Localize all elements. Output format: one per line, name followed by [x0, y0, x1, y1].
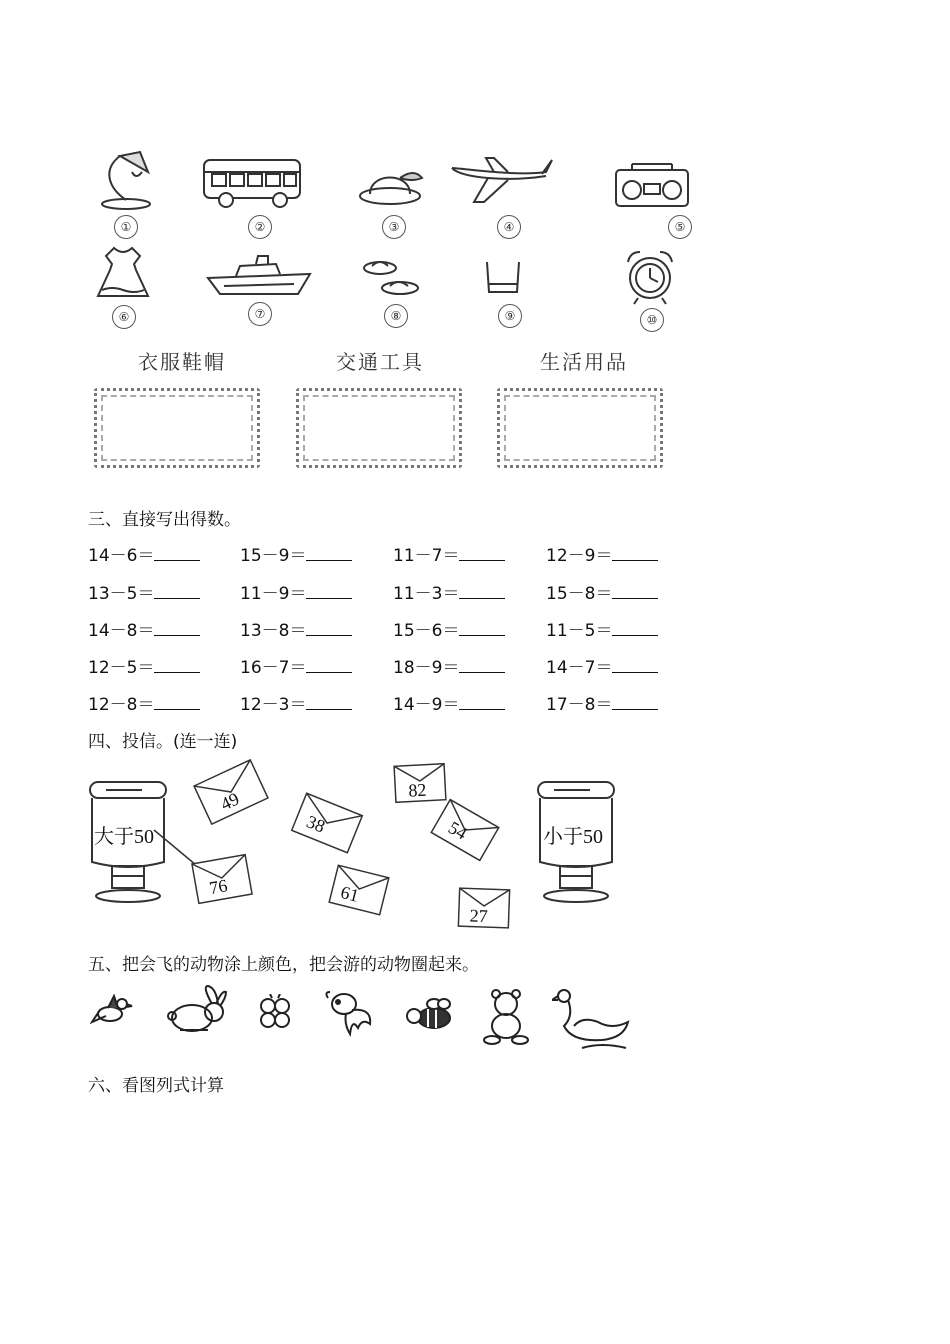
dress-icon [96, 244, 150, 300]
answer-blank[interactable] [154, 546, 200, 561]
envelope-number: 38 [303, 811, 328, 837]
equation-item [240, 541, 352, 566]
answer-blank[interactable] [612, 621, 658, 636]
item-number: ⑦ [248, 302, 272, 326]
answer-blank[interactable] [306, 621, 352, 636]
equation-text: 11－7＝ [393, 546, 460, 566]
equation-item [88, 616, 200, 641]
equation-text: 12－3＝ [240, 695, 307, 715]
goldfish-icon[interactable] [322, 988, 378, 1038]
equation-text: 14－9＝ [393, 695, 460, 715]
equation-text: 13－8＝ [240, 621, 307, 641]
equation-item [546, 653, 658, 678]
equation-text: 12－8＝ [88, 695, 155, 715]
answer-blank[interactable] [612, 584, 658, 599]
answer-blank[interactable] [154, 584, 200, 599]
equation-text: 11－5＝ [546, 621, 613, 641]
answer-blank[interactable] [306, 658, 352, 673]
category-clothing-box[interactable] [94, 388, 260, 468]
equation-item [240, 616, 352, 641]
equation-item [546, 579, 658, 604]
mailbox-left-label: 大于50 [94, 826, 154, 848]
envelope-number: 27 [469, 905, 489, 927]
ship-icon [206, 252, 312, 298]
equation-text: 14－7＝ [546, 658, 613, 678]
equation-item [88, 690, 200, 715]
butterfly-icon[interactable] [256, 994, 294, 1030]
envelope-number: 54 [445, 817, 471, 844]
hat-icon [356, 162, 426, 208]
envelope[interactable] [430, 798, 500, 862]
answer-blank[interactable] [154, 658, 200, 673]
equation-text: 13－5＝ [88, 584, 155, 604]
equation-text: 12－5＝ [88, 658, 155, 678]
item-number: ⑩ [640, 308, 664, 332]
item-number: ④ [497, 215, 521, 239]
section-3-title: 三、直接写出得数。 [88, 510, 241, 530]
slippers-icon [360, 256, 422, 298]
item-number: ② [248, 215, 272, 239]
equation-item [88, 653, 200, 678]
equation-text: 17－8＝ [546, 695, 613, 715]
bird-icon[interactable] [90, 994, 134, 1028]
answer-blank[interactable] [612, 658, 658, 673]
category-daily-box[interactable] [497, 388, 663, 468]
mailbox-right-label: 小于50 [543, 826, 603, 848]
envelope-number: 76 [207, 875, 229, 899]
radio-icon [612, 160, 692, 210]
equation-text: 11－3＝ [393, 584, 460, 604]
answer-blank[interactable] [459, 658, 505, 673]
item-number: ③ [382, 215, 406, 239]
section-5-title: 五、把会飞的动物涂上颜色，把会游的动物圈起来。 [88, 955, 479, 975]
category-transport-title: 交通工具 [336, 350, 424, 374]
rabbit-icon[interactable] [164, 984, 232, 1034]
category-daily-title: 生活用品 [540, 350, 628, 374]
answer-blank[interactable] [459, 584, 505, 599]
section-6-title: 六、看图列式计算 [88, 1076, 224, 1096]
answer-blank[interactable] [154, 695, 200, 710]
equation-text: 15－9＝ [240, 546, 307, 566]
equation-text: 14－8＝ [88, 621, 155, 641]
equation-item [393, 616, 505, 641]
answer-blank[interactable] [459, 546, 505, 561]
equation-item [240, 653, 352, 678]
swan-icon[interactable] [552, 986, 632, 1052]
equation-item [88, 579, 200, 604]
equation-text: 14－6＝ [88, 546, 155, 566]
equation-text: 15－8＝ [546, 584, 613, 604]
equation-item [240, 579, 352, 604]
answer-blank[interactable] [306, 584, 352, 599]
envelope-number: 49 [217, 788, 243, 815]
envelope-number: 82 [407, 779, 427, 801]
equation-item [546, 541, 658, 566]
equation-text: 18－9＝ [393, 658, 460, 678]
item-number: ⑨ [498, 304, 522, 328]
envelope[interactable] [191, 853, 253, 904]
airplane-icon [448, 152, 556, 208]
alarm-clock-icon [622, 248, 678, 306]
equation-text: 12－9＝ [546, 546, 613, 566]
equation-item [393, 541, 505, 566]
lamp-icon [96, 146, 156, 210]
bear-icon[interactable] [480, 988, 532, 1046]
equation-item [393, 579, 505, 604]
answer-blank[interactable] [459, 621, 505, 636]
equation-item [88, 541, 200, 566]
envelope[interactable] [290, 792, 363, 854]
category-clothing-title: 衣服鞋帽 [138, 350, 226, 374]
item-number: ⑧ [384, 304, 408, 328]
section-4-title: 四、投信。(连一连) [88, 732, 238, 752]
answer-blank[interactable] [306, 695, 352, 710]
equation-text: 11－9＝ [240, 584, 307, 604]
bee-icon[interactable] [404, 996, 456, 1034]
category-transport-box[interactable] [296, 388, 462, 468]
item-number: ⑥ [112, 305, 136, 329]
equation-item [546, 690, 658, 715]
envelope[interactable] [457, 887, 510, 929]
envelope[interactable] [328, 864, 390, 916]
item-number: ① [114, 215, 138, 239]
cup-icon [483, 258, 523, 298]
equation-text: 15－6＝ [393, 621, 460, 641]
answer-blank[interactable] [154, 621, 200, 636]
answer-blank[interactable] [612, 546, 658, 561]
equation-text: 16－7＝ [240, 658, 307, 678]
equation-item [393, 653, 505, 678]
answer-blank[interactable] [459, 695, 505, 710]
item-number: ⑤ [668, 215, 692, 239]
envelope[interactable] [193, 759, 270, 826]
equation-item [393, 690, 505, 715]
answer-blank[interactable] [612, 695, 658, 710]
equation-item [240, 690, 352, 715]
envelope-number: 61 [338, 882, 361, 906]
bus-icon [200, 154, 304, 210]
equation-item [546, 616, 658, 641]
answer-blank[interactable] [306, 546, 352, 561]
envelope[interactable] [393, 763, 447, 804]
